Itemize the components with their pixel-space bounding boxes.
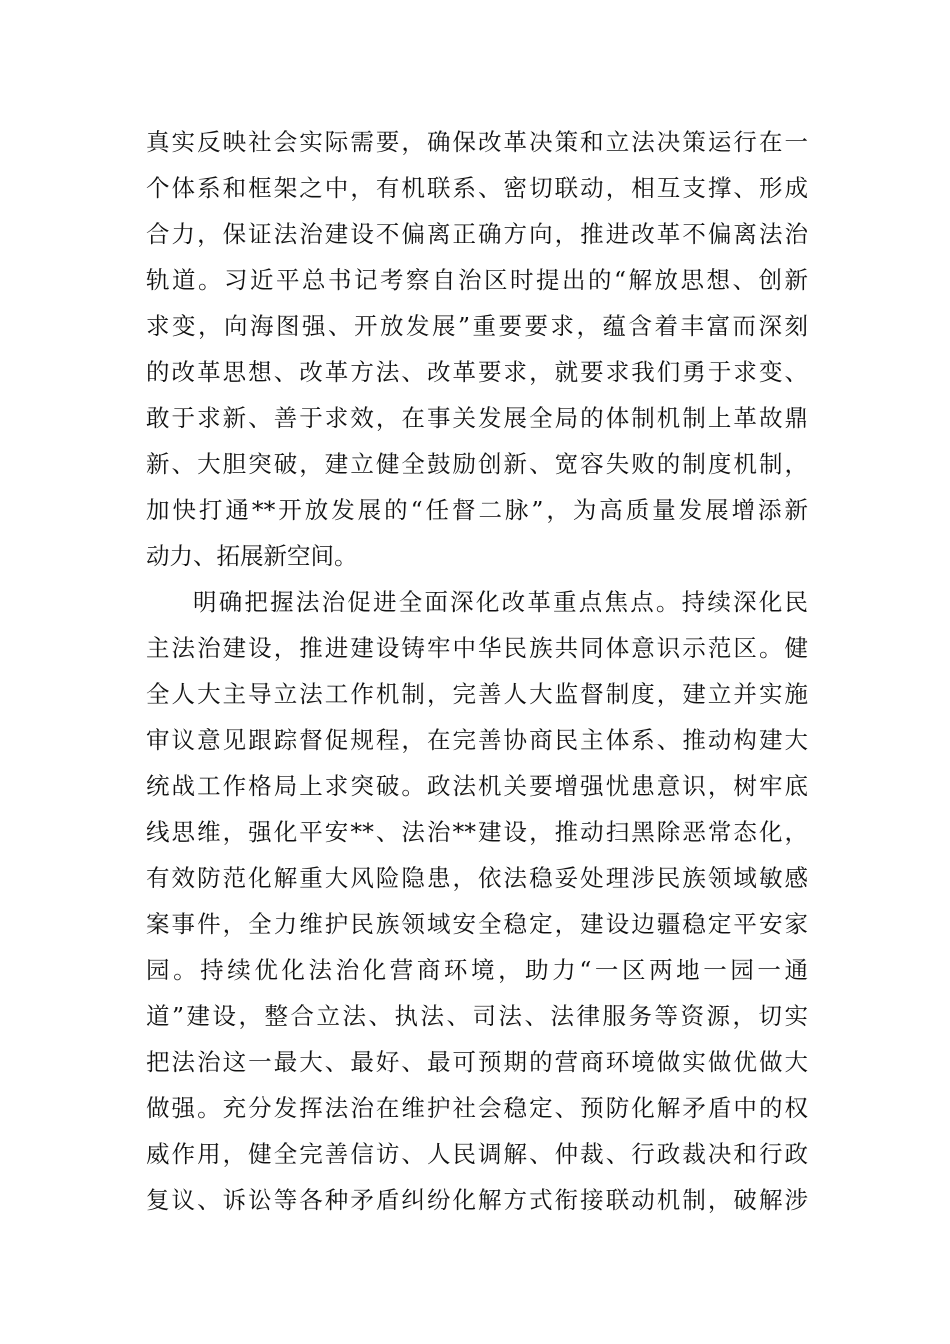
- text-line: 合力，保证法治建设不偏离正确方向，推进改革不偏离法治: [146, 220, 808, 248]
- text-line: 有效防范化解重大风险隐患，依法稳妥处理涉民族领域敏感: [146, 864, 808, 892]
- paragraph: [146, 119, 808, 579]
- text-line: 线思维，强化平安**、法治**建设，推动扫黑除恶常态化，: [146, 818, 808, 846]
- text-line: 全人大主导立法工作机制，完善人大监督制度，建立并实施: [146, 680, 808, 708]
- text-line: 复议、诉讼等各种矛盾纠纷化解方式衔接联动机制，破解涉: [146, 1186, 808, 1214]
- text-line: 道”建设，整合立法、执法、司法、法律服务等资源，切实: [146, 1002, 808, 1030]
- text-line: 统战工作格局上求突破。政法机关要增强忧患意识，树牢底: [146, 772, 808, 800]
- document-body: [146, 119, 808, 1223]
- text-line: 敢于求新、善于求效，在事关发展全局的体制机制上革故鼎: [146, 404, 808, 432]
- text-line: 新、大胆突破，建立健全鼓励创新、宽容失败的制度机制，: [146, 450, 808, 478]
- text-line: 真实反映社会实际需要，确保改革决策和立法决策运行在一: [146, 128, 808, 156]
- text-line: 动力、拓展新空间。: [146, 542, 358, 570]
- text-line: 明确把握法治促进全面深化改革重点焦点。持续深化民: [193, 588, 808, 616]
- text-line: 做强。充分发挥法治在维护社会稳定、预防化解矛盾中的权: [146, 1094, 808, 1122]
- text-line: 主法治建设，推进建设铸牢中华民族共同体意识示范区。健: [146, 634, 808, 662]
- text-line: 个体系和框架之中，有机联系、密切联动，相互支撑、形成: [146, 174, 808, 202]
- text-line: 的改革思想、改革方法、改革要求，就要求我们勇于求变、: [146, 358, 808, 386]
- text-line: 案事件，全力维护民族领域安全稳定，建设边疆稳定平安家: [146, 910, 808, 938]
- text-line: 园。持续优化法治化营商环境，助力“一区两地一园一通: [146, 956, 808, 984]
- text-line: 加快打通**开放发展的“任督二脉”，为高质量发展增添新: [146, 496, 808, 524]
- text-line: 轨道。习近平总书记考察自治区时提出的“解放思想、创新: [146, 266, 808, 294]
- text-line: 审议意见跟踪督促规程，在完善协商民主体系、推动构建大: [146, 726, 808, 754]
- text-line: 求变，向海图强、开放发展”重要要求，蕴含着丰富而深刻: [146, 312, 808, 340]
- text-line: 威作用，健全完善信访、人民调解、仲裁、行政裁决和行政: [146, 1140, 808, 1168]
- text-line: 把法治这一最大、最好、最可预期的营商环境做实做优做大: [146, 1048, 808, 1076]
- paragraph: [146, 579, 808, 1223]
